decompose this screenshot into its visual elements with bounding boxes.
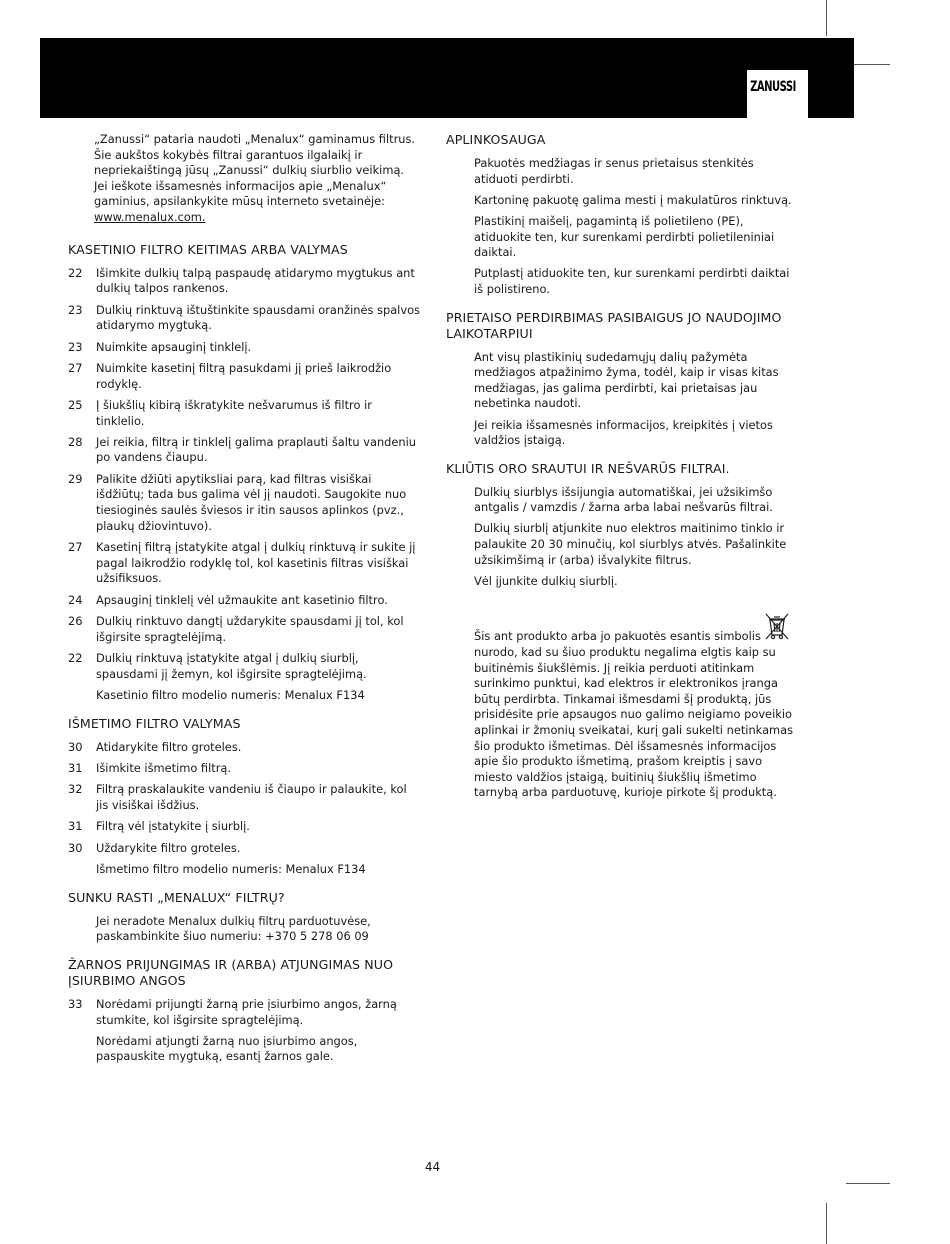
step-number: 27: [68, 540, 83, 555]
section-menalux-hard-to-find: [68, 890, 420, 945]
paragraph: Dulkių siurblį atjunkite nuo elektros maitinimo tinklo ir palaukite 20 30 minučių, kol siurblys atvės. Pašalinkite užsikimšimą ir (arba) išvalykite filtrus.: [474, 521, 787, 567]
paragraph-list: [446, 350, 798, 449]
step-text: Išimkite dulkių talpą paspaudę atidarymo mygtukus ant dulkių talpos rankenos.: [96, 265, 415, 296]
step-number: 31: [68, 819, 83, 834]
paragraph: Jei reikia išsamesnės informacijos, kreipkitės į vietos valdžios įstaigą.: [474, 417, 773, 448]
crop-mark: [826, 0, 827, 36]
step-item: [68, 340, 420, 356]
header-band: [40, 38, 747, 118]
step-text: Nuimkite apsauginį tinklelį.: [96, 339, 252, 354]
paragraph-list: [446, 485, 798, 590]
step-text: Filtrą praskalaukite vandeniu iš čiaupo ir palaukite, kol jis visiškai išdžius.: [96, 782, 407, 812]
section-title: PRIETAISO PERDIRBIMAS PASIBAIGUS JO NAUDOJIMO LAIKOTARPIUI: [446, 309, 782, 341]
step-text: Jei reikia, filtrą ir tinklelį galima praplauti šaltu vandeniu po vandens čiaupu.: [96, 434, 417, 465]
step-item: [68, 761, 420, 777]
step-item: [68, 593, 420, 609]
section-title: SUNKU RASTI „MENALUX“ FILTRŲ?: [68, 889, 285, 905]
crop-mark: [854, 64, 890, 65]
step-item: [68, 841, 420, 857]
step-text: Palikite džiūti apytiksliai parą, kad filtras visiškai išdžiūtų; tada bus galima vėl jį naudoti. Saugokite nuo tiesioginės saulės šviesos ir itin sausos aplinkos (pvz., plaukų džiovintuvo).: [96, 471, 407, 533]
step-text: Norėdami prijungti žarną prie įsiurbimo angos, žarną stumkite, kol išgirsite spragtelėjimą.: [96, 996, 397, 1027]
step-number: 30: [68, 840, 83, 855]
paragraph: Pakuotės medžiagas ir senus prietaisus stenkitės atiduoti perdirbti.: [474, 156, 754, 186]
paragraph: Putplastį atiduokite ten, kur surenkami perdirbti daiktai iš polistireno.: [474, 266, 790, 296]
step-text: Uždarykite filtro groteles.: [96, 840, 241, 855]
step-item: [68, 266, 420, 297]
crop-mark: [826, 1203, 827, 1244]
step-number: 30: [68, 739, 83, 754]
detach-paragraph: Norėdami atjungti žarną nuo įsiurbimo angos, paspauskite mygtuką, esantį žarnos gale.: [96, 1033, 358, 1064]
step-list: [68, 997, 420, 1028]
step-item: [68, 303, 420, 334]
step-text: Dulkių rinktuvo dangtį uždarykite spausdami jį tol, kol išgirsite spragtelėjimą.: [96, 614, 404, 644]
intro-text: „Zanussi“ pataria naudoti „Menalux“ gaminamus filtrus. Šie aukštos kokybės filtrai garantuos ilgalaikį ir nepriekaištingą jūsų „Zanussi“ dulkių siurblio veikimą. Jei ieškote išsamesnės informacijos apie „Menalux“ gaminius, apsilankykite mūsų interneto svetainėje:: [94, 132, 416, 209]
step-list: [68, 740, 420, 857]
paragraph: Kartoninę pakuotę galima mesti į makulatūros rinktuvą.: [474, 192, 792, 207]
step-text: Išimkite išmetimo filtrą.: [96, 760, 232, 775]
step-number: 24: [68, 592, 83, 607]
step-text: Nuimkite kasetinį filtrą pasukdami jį prieš laikrodžio rodyklę.: [96, 360, 392, 391]
step-item: [68, 398, 420, 429]
section-airflow-blockage: [446, 461, 798, 590]
step-number: 27: [68, 360, 83, 375]
step-item: [68, 740, 420, 756]
step-number: 23: [68, 302, 83, 317]
step-number: 28: [68, 434, 83, 449]
section-title: IŠMETIMO FILTRO VALYMAS: [68, 715, 241, 731]
step-number: 22: [68, 651, 83, 665]
step-text: Dulkių rinktuvą ištuštinkite spausdami oranžinės spalvos atidarymo mygtuką.: [96, 302, 420, 333]
step-number: 33: [68, 996, 83, 1011]
section-hose-connection: [68, 957, 420, 1065]
brand-logo: ZANUSSI: [750, 79, 796, 96]
step-number: 31: [68, 760, 83, 775]
step-item: [68, 819, 420, 835]
step-item: [68, 614, 420, 645]
section-title: KASETINIO FILTRO KEITIMAS ARBA VALYMAS: [68, 241, 348, 257]
step-number: 29: [68, 471, 83, 486]
step-number: 26: [68, 614, 83, 629]
page-number: 44: [424, 1160, 441, 1174]
paragraph-list: [446, 156, 798, 298]
step-text: Kasetinį filtrą įstatykite atgal į dulkių rinktuvą ir sukite jį pagal laikrodžio rodyklę tol, kol kasetinis filtras visiškai užsifiksuos.: [96, 540, 416, 586]
contact-paragraph: Jei neradote Menalux dulkių filtrų parduotuvėse, paskambinkite šiuo numeriu: +370 5 278 06 09: [96, 913, 371, 944]
menalux-link[interactable]: www.menalux.com.: [94, 209, 206, 224]
section-cartridge-filter: [68, 242, 420, 704]
step-item: [68, 540, 420, 587]
paragraph: Plastikinį maišelį, pagamintą iš polietileno (PE), atiduokite ten, kur surenkami perdirbti polietileniniai daiktai.: [474, 213, 775, 260]
step-number: 23: [68, 339, 83, 354]
step-text: Filtrą vėl įstatykite į siurblį.: [96, 819, 250, 834]
model-number: Išmetimo filtro modelio numeris: Menalux F134: [96, 862, 366, 877]
section-recycling: [446, 310, 798, 449]
weee-notice: [474, 629, 798, 801]
paragraph: Dulkių siurblys išsijungia automatiškai, jei užsikimšo antgalis / vamzdis / žarna arba labai nešvarūs filtrai.: [474, 484, 773, 515]
step-item: [68, 472, 420, 534]
section-title: ŽARNOS PRIJUNGIMAS IR (ARBA) ATJUNGIMAS NUO ĮSIURBIMO ANGOS: [68, 956, 394, 988]
crossed-bin-icon: [764, 611, 790, 641]
step-item: [68, 997, 420, 1028]
model-number: Kasetinio filtro modelio numeris: Menalux F134: [96, 687, 365, 702]
step-number: 22: [68, 265, 83, 280]
step-number: 25: [68, 397, 83, 412]
step-item: [68, 782, 420, 813]
paragraph: Vėl įjunkite dulkių siurblį.: [474, 573, 618, 588]
left-column: [68, 132, 420, 1077]
step-text: Į šiukšlių kibirą iškratykite nešvarumus iš filtro ir tinklelio.: [96, 397, 372, 428]
right-column: [446, 132, 798, 801]
step-item: [68, 361, 420, 392]
step-number: 32: [68, 782, 83, 797]
intro-paragraph: [94, 132, 420, 226]
weee-text: Šis ant produkto arba jo pakuotės esantis simbolis nurodo, kad su šiuo produktu negalima elgtis kaip su buitinėmis šiukšlėmis. Jį reikia perduoti atitinkam surinkimo punktui, kad elektros ir elektronikos įranga būtų perdirbta. Tinkamai išmesdami šį produktą, jūs prisidėsite prie apsaugos nuo galimo neigiamo poveikio aplinkai ir žmonių sveikatai, kurį gali sukelti netinkamas šio produkto išmetimas. Dėl išsamesnės informacijos apie šio produkto išmetimą, prašom kreiptis į savo miesto valdžios įstaigą, buitinių šiukšlių išmetimo tarnybą arba parduotuvę, kurioje pirkote šį produktą.: [474, 629, 794, 800]
section-exhaust-filter: [68, 716, 420, 878]
paragraph: Ant visų plastikinių sudedamųjų dalių pažymėta medžiagos atpažinimo žyma, todėl, kaip ir visas kitas medžiagas, jas galima perdirbti, kai prietaisas jau nebetinka naudoti.: [474, 349, 779, 411]
section-title: APLINKOSAUGA: [446, 132, 546, 147]
step-list: [68, 266, 420, 683]
step-text: Apsauginį tinklelį vėl užmaukite ant kasetinio filtro.: [96, 592, 388, 607]
section-title: KLIŪTIS ORO SRAUTUI IR NEŠVARŪS FILTRAI.: [446, 460, 730, 476]
step-text: Dulkių rinktuvą įstatykite atgal į dulkių siurblį, spausdami jį žemyn, kol išgirsite spragtelėjimą.: [96, 651, 367, 681]
step-text: Atidarykite filtro groteles.: [96, 739, 242, 754]
step-item: [68, 435, 420, 466]
section-environment: [446, 132, 798, 298]
crop-mark: [846, 1183, 890, 1184]
step-item: [68, 651, 420, 682]
